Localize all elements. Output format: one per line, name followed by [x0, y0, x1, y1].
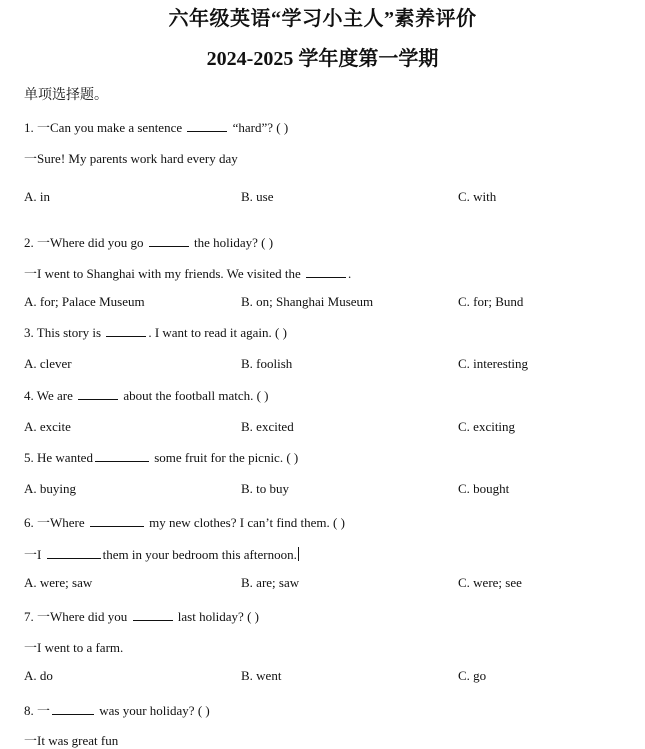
question-6-option-c: C. were; see: [458, 575, 522, 590]
question-5-option-b: B. to buy: [241, 481, 290, 496]
question-2-text-pre: 2. 一Where did you go: [24, 235, 147, 250]
answer-blank: [187, 130, 227, 132]
question-5-text-pre: 5. He wanted: [24, 450, 93, 465]
answer-blank: [90, 525, 144, 527]
question-6-reply-pre: 一I: [24, 547, 45, 562]
question-6: [24, 512, 345, 531]
question-3-text-pre: 3. This story is: [24, 325, 105, 340]
question-2-reply-pre: 一I went to Shanghai with my friends. We visited the: [24, 266, 304, 281]
question-2-reply: [24, 263, 351, 282]
question-8-text-pre: 8. 一: [24, 703, 51, 718]
question-7-text-post: last holiday? ( ): [174, 609, 259, 624]
question-7-option-a: A. do: [24, 668, 53, 683]
worksheet-subtitle: 2024-2025 学年度第一学期: [206, 48, 439, 70]
question-2-option-a: A. for; Palace Museum: [24, 294, 145, 309]
question-7-option-c: C. go: [458, 668, 487, 683]
answer-blank: [306, 276, 346, 278]
question-6-reply: [24, 544, 299, 563]
question-7: [24, 606, 259, 625]
question-6-text-pre: 6. 一Where: [24, 515, 88, 530]
question-2-option-c: C. for; Bund: [458, 294, 524, 309]
question-2-reply-post: .: [347, 266, 352, 281]
question-1-reply: 一Sure! My parents work hard every day: [24, 151, 238, 166]
question-4-text-post: about the football match. ( ): [120, 388, 269, 403]
question-2-option-b: B. on; Shanghai Museum: [241, 294, 374, 309]
question-3-option-a: A. clever: [24, 356, 72, 371]
answer-blank: [106, 335, 146, 337]
question-2-text-post: the holiday? ( ): [190, 235, 274, 250]
question-8-text-post: was your holiday? ( ): [96, 703, 210, 718]
question-5-option-c: C. bought: [458, 481, 510, 496]
answer-blank: [52, 713, 94, 715]
question-1-option-c: C. with: [458, 189, 497, 204]
question-1-option-b: B. use: [241, 189, 274, 204]
question-4-option-c: C. exciting: [458, 419, 516, 434]
question-1-option-a: A. in: [24, 189, 50, 204]
question-1-text-pre: 1. 一Can you make a sentence: [24, 120, 186, 135]
question-5-text-post: some fruit for the picnic. ( ): [150, 450, 299, 465]
question-3: [24, 325, 287, 341]
question-7-reply: 一I went to a farm.: [24, 640, 124, 655]
question-1-text-post: “hard”? ( ): [229, 120, 289, 135]
question-5-option-a: A. buying: [24, 481, 76, 496]
question-8-reply: 一It was great fun: [24, 733, 119, 748]
question-3-text-post: . I want to read it again. ( ): [148, 325, 287, 340]
worksheet-title: 六年级英语“学习小主人”素养评价: [168, 8, 477, 30]
question-7-option-b: B. went: [241, 668, 282, 683]
answer-blank: [95, 460, 149, 462]
question-7-text-pre: 7. 一Where did you: [24, 609, 131, 624]
question-3-option-c: C. interesting: [458, 356, 529, 371]
section-heading: 单项选择题。: [24, 88, 108, 103]
answer-blank: [149, 245, 189, 247]
answer-blank: [133, 619, 173, 621]
answer-blank: [78, 398, 118, 400]
question-6-text-post: my new clothes? I can’t find them. ( ): [145, 515, 345, 530]
question-6-option-b: B. are; saw: [241, 575, 300, 590]
question-2: [24, 232, 273, 251]
question-1: [24, 117, 288, 136]
answer-blank: [47, 557, 101, 559]
question-5: [24, 450, 298, 466]
question-4-option-a: A. excite: [24, 419, 71, 434]
question-4-text-pre: 4. We are: [24, 388, 77, 403]
question-4: [24, 388, 269, 404]
question-4-option-b: B. excited: [241, 419, 294, 434]
question-3-option-b: B. foolish: [241, 356, 293, 371]
question-6-option-a: A. were; saw: [24, 575, 93, 590]
question-8: [24, 700, 210, 719]
question-6-reply-post: them in your bedroom this afternoon.: [102, 547, 297, 562]
text-cursor: [298, 547, 299, 561]
